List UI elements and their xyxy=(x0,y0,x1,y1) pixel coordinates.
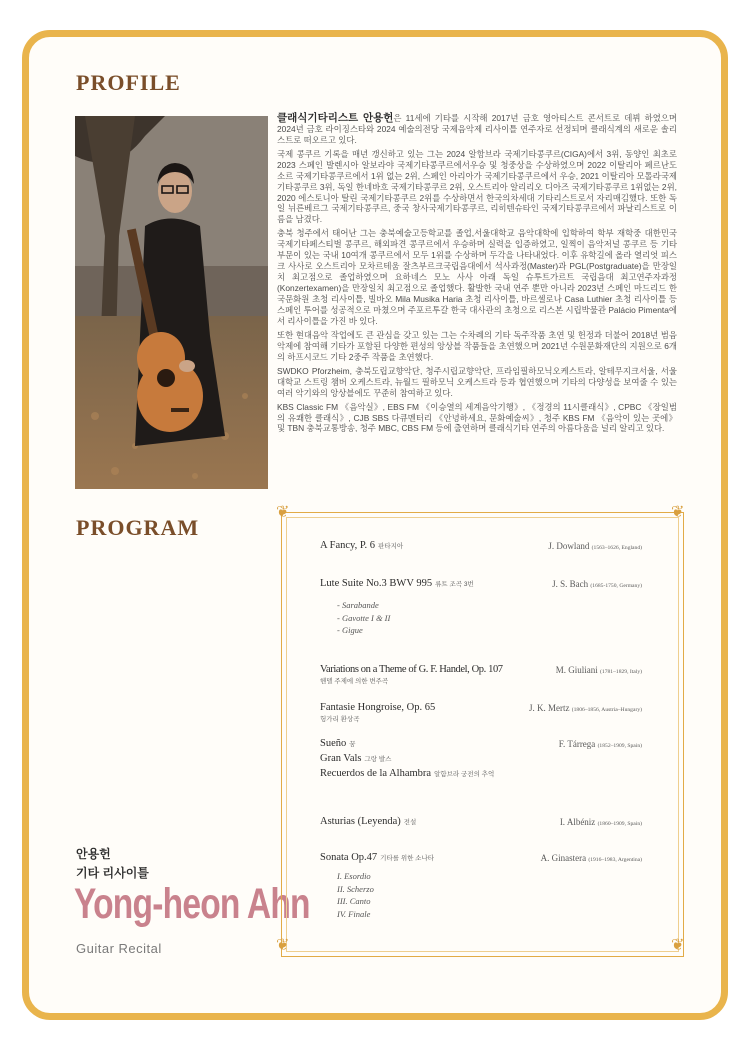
program-item xyxy=(320,852,642,863)
movement: II. Scherzo xyxy=(337,883,374,894)
program-item xyxy=(320,738,642,749)
photo-illustration xyxy=(75,116,268,489)
program-item xyxy=(320,702,642,723)
program-subitem xyxy=(320,753,391,764)
piece-title: Sonata Op.47 xyxy=(320,852,378,863)
profile-heading: PROFILE xyxy=(76,70,181,95)
piece-title: Variations on a Theme of G. F. Handel, Op. 107 xyxy=(320,664,503,675)
piece-korean: 그랑 발스 xyxy=(364,756,392,763)
piece-korean: 류트 조곡 3번 xyxy=(435,581,474,588)
composer-name: J. S. Bach xyxy=(552,579,589,589)
ornament-top-right-icon: ❦ xyxy=(671,504,685,521)
piece-composer xyxy=(559,739,642,749)
composer-name: F. Tárrega xyxy=(558,739,596,749)
recital-name-korean: 안용헌 xyxy=(76,847,111,861)
piece-composer xyxy=(529,703,642,713)
piece-composer xyxy=(552,579,642,589)
piece-title: Sueño xyxy=(320,738,347,749)
movement-list xyxy=(337,870,374,920)
movement: I. Esordio xyxy=(337,871,371,881)
movement: IV. Finale xyxy=(337,908,371,919)
program-heading: PROGRAM xyxy=(76,515,200,540)
piece-title: Fantasie Hongroise, Op. 65 xyxy=(320,702,436,713)
piece-composer xyxy=(541,853,642,863)
program-item xyxy=(320,664,642,685)
composer-dates: (1852–1909, Spain) xyxy=(597,743,642,749)
piece-korean: 헝가리 환상곡 xyxy=(320,716,360,723)
composer-dates: (1781–1829, Italy) xyxy=(600,669,642,675)
piece-title: Asturias (Leyenda) xyxy=(320,816,401,827)
composer-name: J. K. Mertz xyxy=(529,703,570,713)
piece-korean: 전설 xyxy=(403,819,417,826)
composer-dates: (1563–1626, England) xyxy=(591,545,642,551)
composer-name: M. Giuliani xyxy=(555,665,598,675)
movement: III. Canto xyxy=(337,896,371,906)
bio-paragraph-4: 또한 현대음악 작업에도 큰 관심을 갖고 있는 그는 수차례의 기타 독주작품 초연 및 헌정과 더불어 2018년 범음악제에 참여해 기타가 포함된 다양한 편성의 앙상블 작품들을 초연했으며 2021년 수원문화재단의 지원으로 6개의 하프시코드 기타 2중주 작품을 초연했다. xyxy=(277,329,677,362)
bio-paragraph-3: 충북 청주에서 태어난 그는 충북예술고등학교를 졸업,서울대학교 음악대학에 입학하여 학부 재학중 대한민국 국제기타페스티벌 콩쿠르, 해외파견 콩쿠르에서 우승하며 실력을 입증하였고, 일찍이 음악저널 콩쿠르 등 기타부문이 있는 국내 10여개 콩쿠르에서 모두 1위를 수상하며 두각을 나타내었다. 이후 유학길에 올라 열리엇 피스크 사사로 오스트리아 모차르테움 잘츠부르크국립음대에서 석사과정(Master)과 PGL(Postgraduate)을 만장일치 최고점으로 졸업하였으며 요하네스 모노 사사 아래 독일 슈투트가르트 국립음대 최고연주자과정(Konzertexamen)을 만장일치 최고점으로 졸업했다. 활발한 국내 연주 뿐만 아니라 2023년 스페인 마드리드 한국문화원 초청 리사이틀, 빌바오 Mila Musika Haria 초청 리사이틀, 바르셀로나 Casa Luthier 초청 리사이틀 등 스페인 투어를 성공적으로 마쳤으며 주포르투갈 한국 대사관의 초청으로 리스본 시립박물관 Palácio Pimenta에서 리사이틀을 가진 바 있다. xyxy=(277,228,677,326)
composer-dates: (1685-1750, Germany) xyxy=(590,583,642,589)
piece-title: Lute Suite No.3 BWV 995 xyxy=(320,578,433,589)
composer-dates: (1916–1983, Argentina) xyxy=(588,857,642,863)
guitarist-photo xyxy=(75,116,268,489)
composer-name: A. Ginastera xyxy=(540,853,587,863)
program-item xyxy=(320,540,642,551)
bio-paragraph-2: 국제 콩쿠르 기록을 매년 갱신하고 있는 그는 2024 알함브라 국제기타콩쿠르(CIGA)에서 3위, 동양인 최초로2023 스페인 발렌시아 알보라야 국제기타콩쿠르에서우승 및 청중상을 수상하였으며 2022 이탈리아 페르난도 소르 국제기타콩쿠르에서 1위 없는 2위, 스페인 아리아가 국제기타콩쿠르에서 우승, 2021 이탈리아 모톨라국제기타콩쿠르 3위, 독일 한네바흐 국제기타콩쿠르 2위, 오스트리아 알리리오 디아즈 국제기타콩쿠르 1위없는 2위, 2020 에스토니아 탈린 국제기타콩쿠르 2위를 수상하면서 한국의차세대 기타리스트로서 자리매김했다. 또한 독일 뉘른베르그 국제기타콩쿠르, 중국 창사국제기타콩쿠르, 리히텐슈타인 국제기타콩쿠르에서 파날리스트로 이름을 남겼다. xyxy=(277,148,677,225)
piece-korean: 판타지아 xyxy=(378,543,404,550)
piece-title: Gran Vals xyxy=(320,753,362,764)
bio-lead-text: 은 11세에 기타를 시작해 2017년 금호 영아티스트 콘서트로 데뷔 하였으며 2024년 금호 라이징스타와 2024 예술의전당 국제음악제 리사이틀 연주자로 선정되며 클래식계의 새로운 솔리스트로 떠오르고 있다. xyxy=(277,113,677,145)
program-item xyxy=(320,816,642,827)
movement: - Gigue xyxy=(337,625,363,635)
piece-composer xyxy=(556,665,642,675)
program-item xyxy=(320,578,642,589)
piece-title: A Fancy, P. 6 xyxy=(320,540,376,551)
composer-name: I. Albéniz xyxy=(559,817,596,827)
piece-korean: 헨델 주제에 의한 변주곡 xyxy=(320,678,389,685)
recital-title-korean: 기타 리사이틀 xyxy=(76,866,149,880)
piece-korean: 알함브라 궁전의 추억 xyxy=(434,771,495,778)
ornament-bottom-left-icon: ❦ xyxy=(276,937,290,954)
movement: - Gavotte I & II xyxy=(337,612,391,623)
bio-paragraph-5: SWDKO Pforzheim, 충북도립교향악단, 청주시립교향악단, 프라임필하모닉오케스트라, 알테무지크서울, 서울대학교 스트링 챔버 오케스트라, 뉴월드 필하모닉 오케스트라 등과 협연했으며 기타의 다양성을 보여줄 수 있는 여러 악기와의 앙상블에도 꾸준히 참여하고 있다. xyxy=(277,365,677,398)
bio-paragraph-1 xyxy=(277,113,677,146)
movement: - Sarabande xyxy=(337,600,379,610)
movement-list xyxy=(337,599,390,637)
composer-dates: (1806–1856, Austria–Hungary) xyxy=(571,707,642,713)
biography xyxy=(277,113,677,438)
piece-korean: 꿈 xyxy=(349,741,356,748)
ornament-bottom-right-icon: ❦ xyxy=(671,937,685,954)
bio-paragraph-6: KBS Classic FM 《음악실》, EBS FM 《이승열의 세계음악기행》, 《정경의 11시클래식》, CPBC 《장일범의 유쾌한 클래식》, CJB SBS 다큐멘터리 《안녕하세요, 문화예술씨》, 청주 KBS FM 《음악이 있는 곳에》 및 TBN 충북교통방송, 청주 MBC, CBS FM 등에 출연하며 클래식기타 연주의 아름다움을 널리 알리고 있다. xyxy=(277,401,677,434)
program-subitem xyxy=(320,768,494,779)
recital-name-english: Yong-heon Ahn xyxy=(74,880,310,928)
composer-name: J. Dowland xyxy=(548,541,590,551)
piece-title: Recuerdos de la Alhambra xyxy=(320,768,432,779)
ornament-top-left-icon: ❦ xyxy=(276,504,290,521)
bio-lead-name: 클래식기타리스트 안용헌 xyxy=(277,112,394,124)
recital-subtitle: Guitar Recital xyxy=(76,941,162,956)
piece-composer xyxy=(560,817,642,827)
piece-korean: 기타를 위한 소나타 xyxy=(380,855,435,862)
piece-composer xyxy=(548,541,642,551)
composer-dates: (1860–1909, Spain) xyxy=(597,821,642,827)
